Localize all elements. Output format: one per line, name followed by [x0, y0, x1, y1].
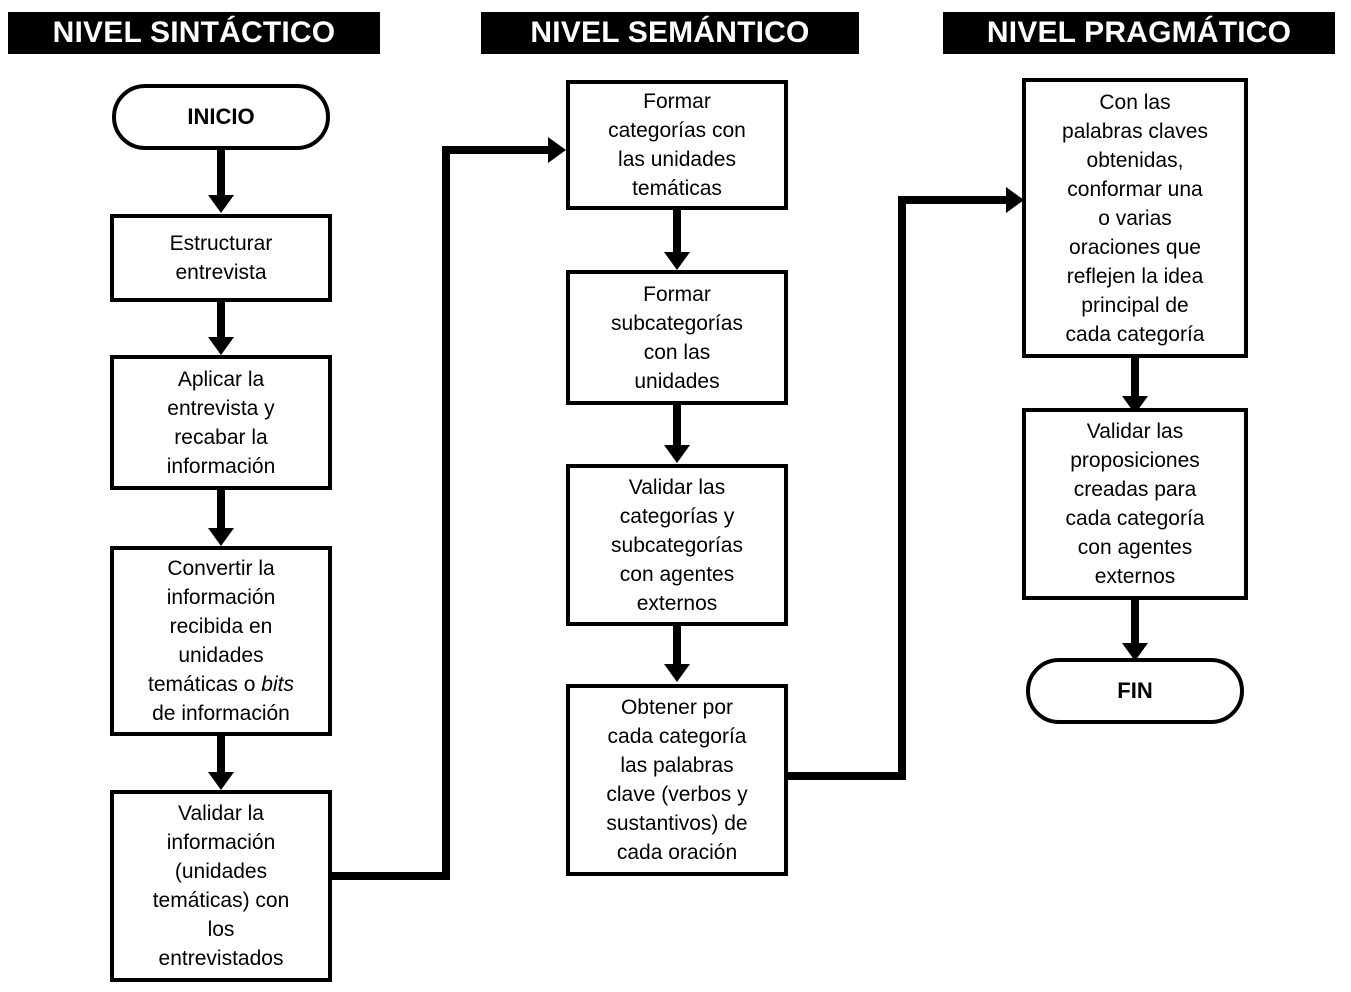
arrowhead-m1-m2 [664, 252, 690, 270]
node-validar-informacion [110, 790, 332, 982]
convertir-line-6: de información [152, 702, 290, 725]
convertir-line-2: información [166, 586, 276, 609]
node-conformar-oraciones-label: Con las palabras claves obtenidas, conformar una o varias oraciones que reflejen la idea principal de cada categoría [1062, 90, 1208, 346]
connector-m4-p1-horizontal-1 [788, 772, 906, 780]
node-inicio-label: INICIO [187, 104, 255, 129]
arrowhead-s2-s3 [208, 528, 234, 546]
convertir-line-3: recibida en [169, 615, 273, 638]
node-validar-proposiciones-label: Validar las proposiciones creadas para cada categoría con agentes externos [1065, 420, 1205, 588]
connector-s1-s2 [217, 302, 225, 342]
column-banner-pragmatico: NIVEL PRAGMÁTICO [943, 12, 1335, 54]
connector-m3-m4 [673, 626, 681, 668]
connector-s4-m1-vertical [442, 146, 450, 876]
arrowhead-s1-s2 [208, 337, 234, 355]
convertir-line-4: unidades [178, 644, 264, 667]
connector-m4-p1-horizontal-2 [898, 196, 1010, 204]
node-obtener-palabras-clave-label: Obtener por cada categoría las palabras clave (verbos y sustantivos) de cada oración [606, 696, 748, 864]
connector-s4-m1-horizontal-1 [332, 872, 450, 880]
node-convertir-informacion [110, 546, 332, 736]
arrowhead-m2-m3 [664, 445, 690, 463]
column-banner-semantico: NIVEL SEMÁNTICO [481, 12, 859, 54]
connector-s4-m1-horizontal-2 [442, 146, 552, 154]
arrowhead-inicio-s1 [208, 195, 234, 213]
node-convertir-informacion-label [118, 554, 324, 728]
node-inicio [112, 84, 330, 150]
connector-m1-m2 [673, 210, 681, 256]
convertir-line-5b-italic: bits [261, 673, 294, 696]
node-estructurar-entrevista [110, 214, 332, 302]
node-fin-label: FIN [1117, 678, 1153, 703]
node-formar-categorias-label: Formar categorías con las unidades temáticas [608, 90, 746, 200]
node-formar-subcategorias-label: Formar subcategorías con las unidades [611, 282, 743, 393]
column-banner-sintactico: NIVEL SINTÁCTICO [8, 12, 380, 54]
arrowhead-s3-s4 [208, 772, 234, 790]
node-validar-categorias [566, 464, 788, 626]
connector-inicio-s1 [217, 150, 225, 198]
node-estructurar-entrevista-label: Estructurar entrevista [169, 232, 273, 284]
node-aplicar-entrevista-label: Aplicar la entrevista y recabar la información [166, 367, 276, 478]
node-validar-categorias-label: Validar las categorías y subcategorías con agentes externos [611, 475, 743, 615]
node-formar-categorias [566, 80, 788, 210]
node-aplicar-entrevista [110, 355, 332, 490]
node-formar-subcategorias [566, 270, 788, 405]
node-conformar-oraciones [1022, 78, 1248, 358]
convertir-line-1: Convertir la [167, 557, 275, 580]
connector-m4-p1-vertical [898, 196, 906, 776]
arrowhead-m3-m4 [664, 664, 690, 682]
convertir-line-5a: temáticas o [148, 673, 262, 696]
node-obtener-palabras-clave [566, 684, 788, 876]
arrowhead-s4-m1 [548, 137, 566, 163]
node-fin [1026, 658, 1244, 724]
node-validar-informacion-label: Validar la información (unidades temáticas) con los entrevistados [152, 802, 290, 970]
node-validar-proposiciones [1022, 408, 1248, 600]
connector-m2-m3 [673, 405, 681, 449]
